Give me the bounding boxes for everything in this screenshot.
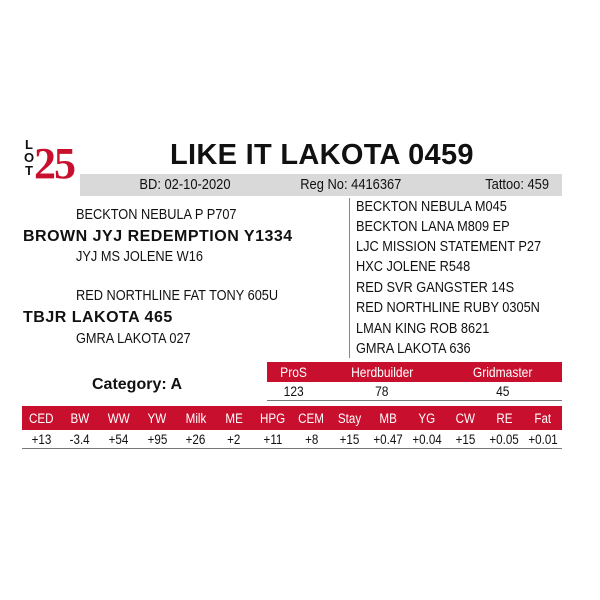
extended-pedigree-item: LMAN KING ROB 8621 bbox=[356, 321, 490, 337]
epd-header: ME bbox=[215, 406, 254, 430]
index-header-row bbox=[267, 362, 562, 382]
animal-name-title: LIKE IT LAKOTA 0459 bbox=[170, 139, 474, 171]
epd-header: YG bbox=[408, 406, 447, 430]
epd-value: +54 bbox=[99, 430, 138, 449]
extended-pedigree-item: RED NORTHLINE RUBY 0305N bbox=[356, 300, 540, 316]
epd-value: +0.04 bbox=[408, 430, 447, 449]
epd-header: Stay bbox=[331, 406, 370, 430]
lot-letter: L bbox=[25, 137, 33, 152]
epd-header: WW bbox=[99, 406, 138, 430]
pedigree-sire-dam: JYJ MS JOLENE W16 bbox=[76, 249, 203, 265]
epd-value: +0.05 bbox=[485, 430, 524, 449]
index-header: Gridmaster bbox=[444, 362, 562, 382]
epd-header: BW bbox=[61, 406, 100, 430]
epd-header: YW bbox=[138, 406, 177, 430]
info-bar bbox=[80, 174, 562, 196]
epd-value: +0.47 bbox=[369, 430, 408, 449]
epd-value: +13 bbox=[22, 430, 61, 449]
epd-header: Fat bbox=[523, 406, 562, 430]
epd-value: +15 bbox=[446, 430, 485, 449]
registration-number: Reg No: 4416367 bbox=[300, 176, 402, 193]
epd-value: +11 bbox=[253, 430, 292, 449]
index-value: 78 bbox=[320, 382, 444, 401]
epd-header: HPG bbox=[253, 406, 292, 430]
lot-letter: O bbox=[23, 150, 35, 165]
epd-table bbox=[22, 406, 562, 449]
epd-value: +15 bbox=[331, 430, 370, 449]
pedigree-dam: TBJR LAKOTA 465 bbox=[23, 309, 173, 326]
tattoo: Tattoo: 459 bbox=[485, 176, 550, 193]
epd-header: RE bbox=[485, 406, 524, 430]
epd-header: CEM bbox=[292, 406, 331, 430]
index-value-row bbox=[267, 382, 562, 401]
index-table bbox=[267, 362, 562, 401]
epd-value: +95 bbox=[138, 430, 177, 449]
birth-date: BD: 02-10-2020 bbox=[139, 176, 231, 193]
extended-pedigree-item: BECKTON NEBULA M045 bbox=[356, 199, 507, 215]
epd-header: MB bbox=[369, 406, 408, 430]
epd-value: +2 bbox=[215, 430, 254, 449]
pedigree-dam-dam: GMRA LAKOTA 027 bbox=[76, 331, 191, 347]
extended-pedigree-item: BECKTON LANA M809 EP bbox=[356, 219, 510, 235]
epd-header: Milk bbox=[176, 406, 215, 430]
pedigree-dam-sire: RED NORTHLINE FAT TONY 605U bbox=[76, 288, 279, 304]
index-value: 45 bbox=[444, 382, 562, 401]
pedigree-sire-sire: BECKTON NEBULA P P707 bbox=[76, 207, 237, 223]
lot-letter: T bbox=[25, 163, 33, 178]
epd-header-row bbox=[22, 406, 562, 430]
epd-header: CED bbox=[22, 406, 61, 430]
index-header: Herdbuilder bbox=[320, 362, 444, 382]
index-value: 123 bbox=[267, 382, 320, 401]
index-header: ProS bbox=[267, 362, 320, 382]
epd-value: -3.4 bbox=[61, 430, 100, 449]
extended-pedigree-item: LJC MISSION STATEMENT P27 bbox=[356, 239, 542, 255]
category-label: Category: A bbox=[92, 376, 183, 393]
lot-number: 25 bbox=[34, 139, 74, 188]
pedigree-sire: BROWN JYJ REDEMPTION Y1334 bbox=[23, 228, 293, 245]
epd-value: +26 bbox=[176, 430, 215, 449]
epd-value-row bbox=[22, 430, 562, 449]
extended-pedigree-item: RED SVR GANGSTER 14S bbox=[356, 280, 515, 296]
extended-pedigree-item: HXC JOLENE R548 bbox=[356, 259, 471, 275]
epd-value: +0.01 bbox=[523, 430, 562, 449]
pedigree-divider bbox=[349, 198, 350, 358]
epd-value: +8 bbox=[292, 430, 331, 449]
extended-pedigree-item: GMRA LAKOTA 636 bbox=[356, 341, 471, 357]
epd-header: CW bbox=[446, 406, 485, 430]
